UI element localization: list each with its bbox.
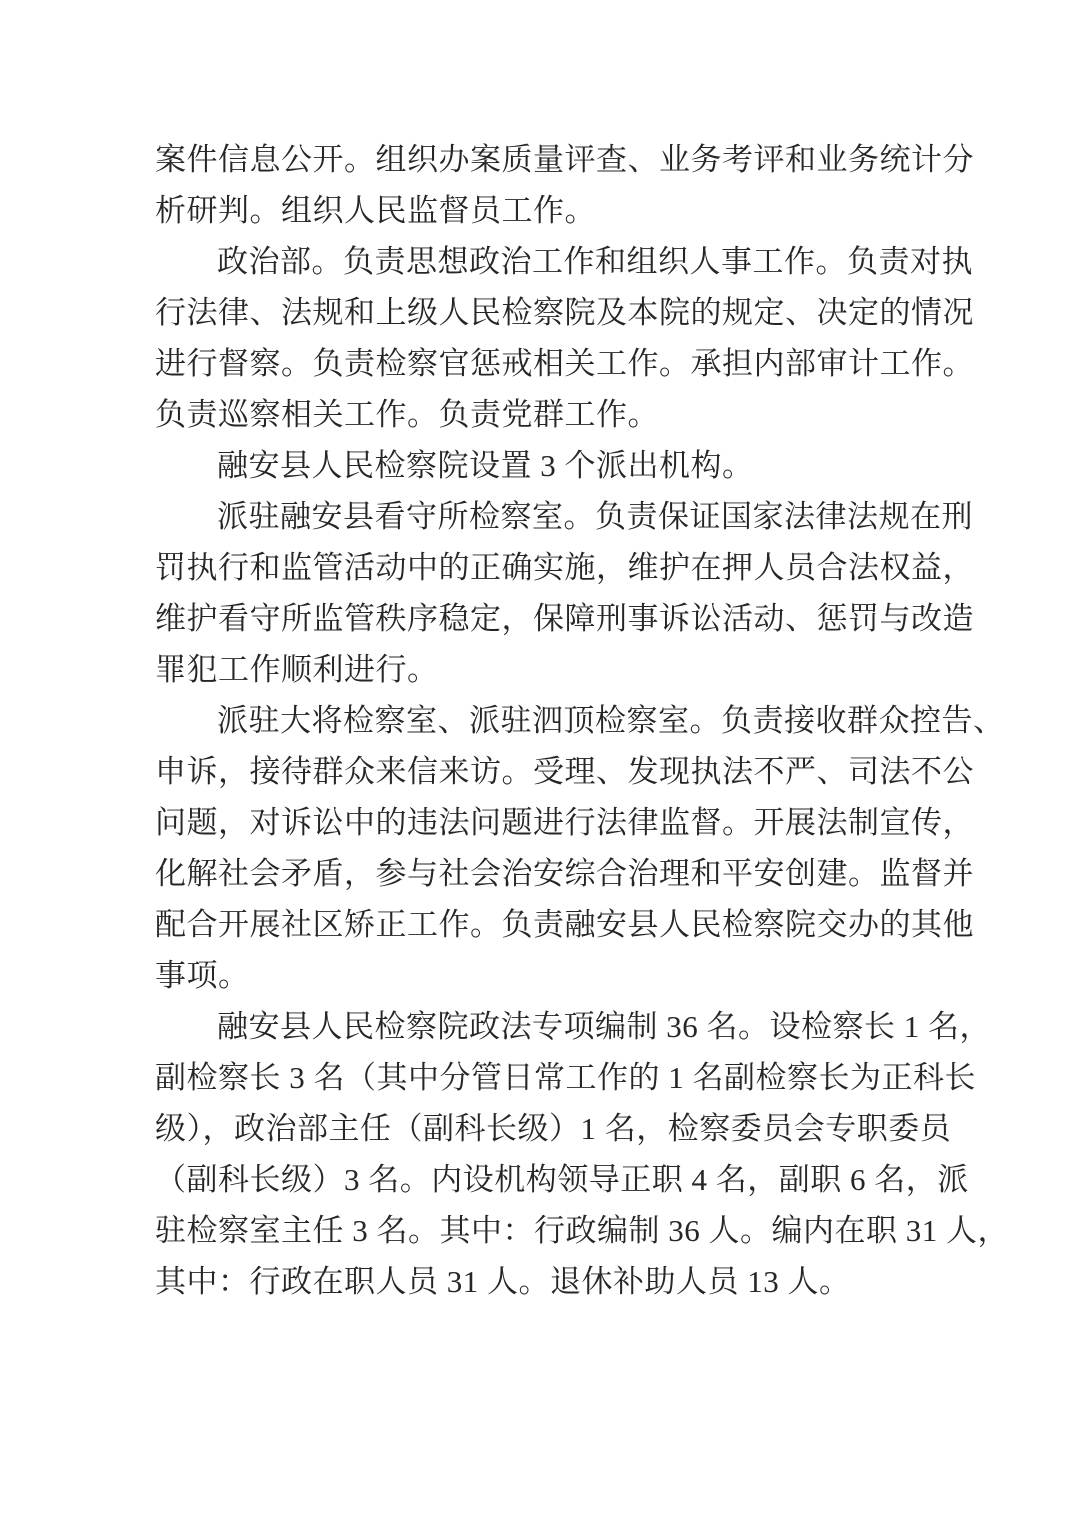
text-line: 派驻融安县看守所检察室。负责保证国家法律法规在刑	[217, 499, 973, 534]
text-line: 问题，对诉讼中的违法问题进行法律监督。开展法制宣传，	[155, 805, 974, 840]
text-line: 派驻大将检察室、派驻泗顶检察室。负责接收群众控告、	[217, 703, 1005, 738]
text-line: 负责巡察相关工作。负责党群工作。	[155, 397, 659, 432]
text-line: 融安县人民检察院设置 3 个派出机构。	[217, 448, 754, 483]
text-line: （副科长级）3 名。内设机构领导正职 4 名，副职 6 名，派	[155, 1162, 969, 1197]
document-body	[155, 134, 1009, 1307]
text-line: 融安县人民检察院政法专项编制 36 名。设检察长 1 名，	[217, 1009, 991, 1044]
text-line: 化解社会矛盾，参与社会治安综合治理和平安创建。监督并	[155, 856, 974, 891]
text-line: 行法律、法规和上级人民检察院及本院的规定、决定的情况	[155, 295, 974, 330]
text-line: 维护看守所监管秩序稳定，保障刑事诉讼活动、惩罚与改造	[155, 601, 974, 636]
text-line: 驻检察室主任 3 名。其中：行政编制 36 人。编内在职 31 人，	[155, 1213, 1009, 1248]
text-line: 析研判。组织人民监督员工作。	[155, 193, 596, 228]
text-line: 罪犯工作顺利进行。	[155, 652, 439, 687]
text-line: 级），政治部主任（副科长级）1 名，检察委员会专职委员	[155, 1111, 952, 1146]
text-line: 其中：行政在职人员 31 人。退休补助人员 13 人。	[155, 1264, 851, 1299]
text-line: 政治部。负责思想政治工作和组织人事工作。负责对执	[217, 244, 973, 279]
text-line: 案件信息公开。组织办案质量评查、业务考评和业务统计分	[155, 142, 974, 177]
text-line: 配合开展社区矫正工作。负责融安县人民检察院交办的其他	[155, 907, 974, 942]
text-line: 事项。	[155, 958, 250, 993]
text-line: 申诉，接待群众来信来访。受理、发现执法不严、司法不公	[155, 754, 974, 789]
text-line: 进行督察。负责检察官惩戒相关工作。承担内部审计工作。	[155, 346, 974, 381]
text-line: 罚执行和监管活动中的正确实施，维护在押人员合法权益，	[155, 550, 974, 585]
text-line: 副检察长 3 名（其中分管日常工作的 1 名副检察长为正科长	[155, 1060, 976, 1095]
